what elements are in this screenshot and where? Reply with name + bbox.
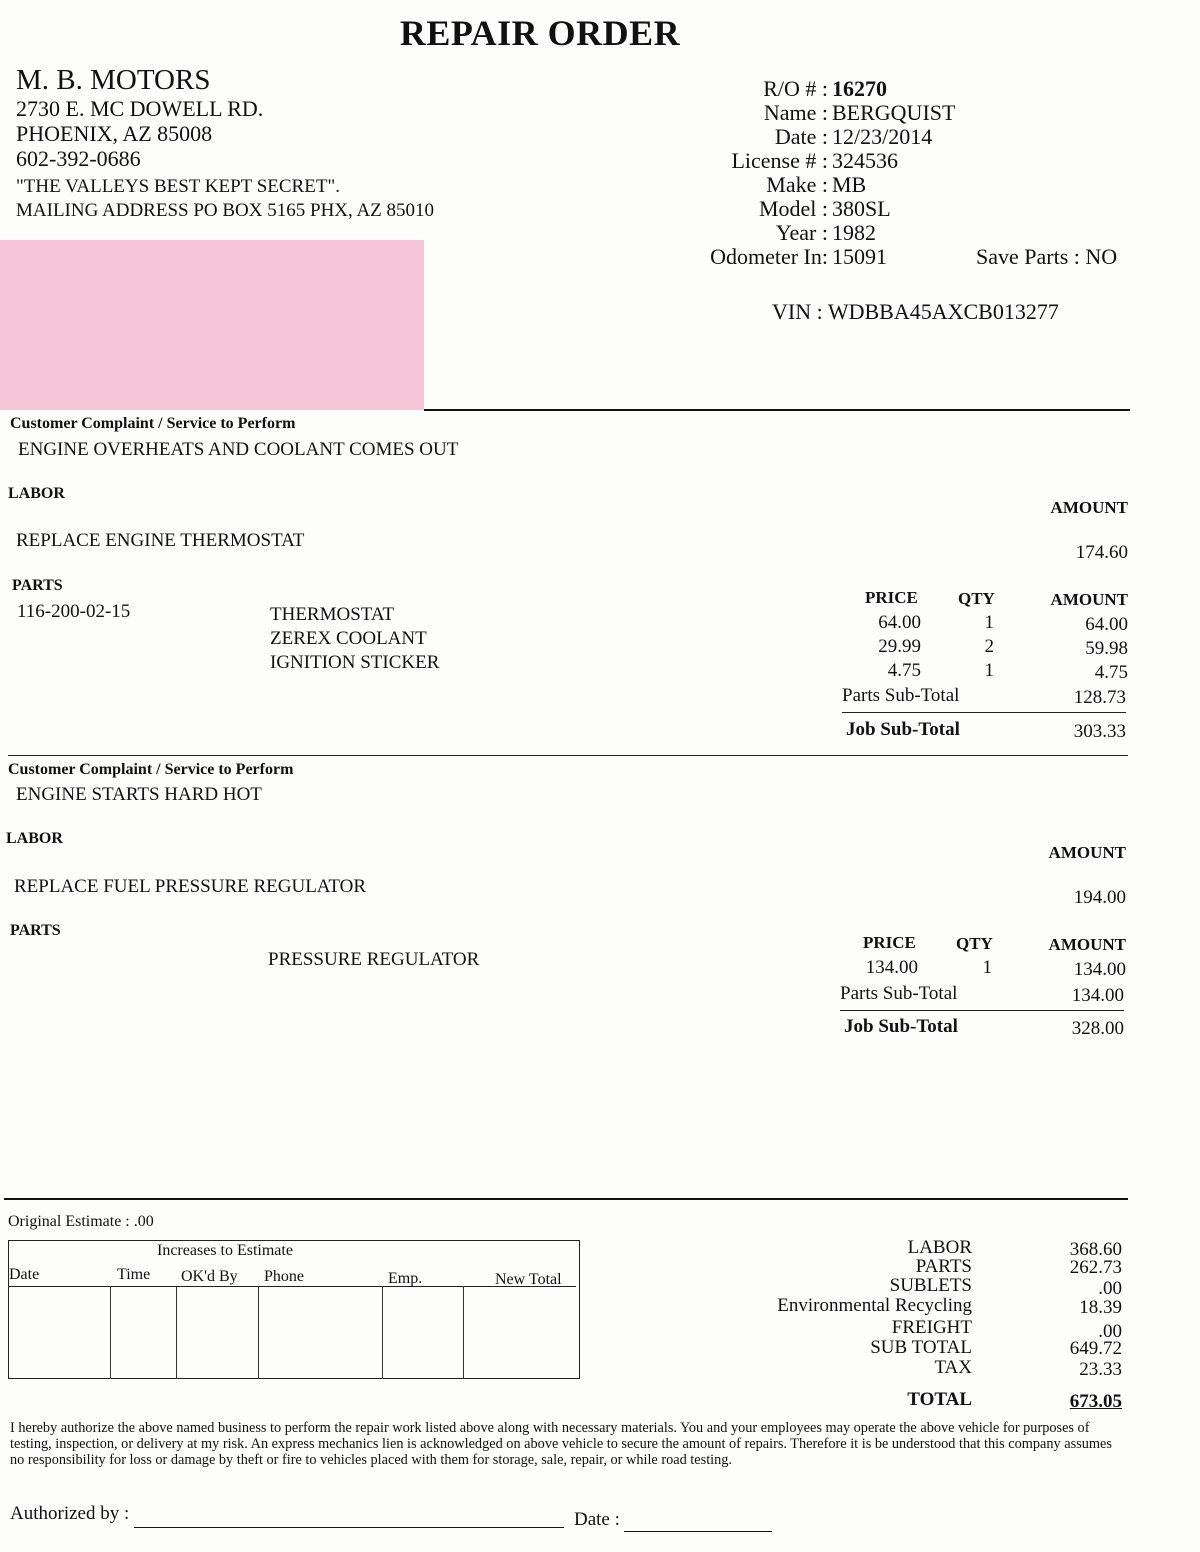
authorized-by-label: Authorized by :	[10, 1503, 130, 1524]
vehicle-year: 1982	[832, 220, 876, 245]
job1-labor-amount-header: AMOUNT	[1050, 498, 1128, 517]
totals-labor: 368.60	[1069, 1239, 1122, 1260]
job1-part-3-amount: 4.75	[1094, 662, 1128, 683]
shop-phone: 602-392-0686	[16, 146, 141, 171]
job2-job-subtotal-label: Job Sub-Total	[844, 1016, 958, 1037]
estimate-col-time: Time	[117, 1266, 151, 1283]
totals-environmental: 18.39	[1079, 1297, 1122, 1318]
shop-name: M. B. MOTORS	[16, 64, 211, 96]
job1-part-1-amount: 64.00	[1085, 614, 1128, 635]
totals-sublets: .00	[1098, 1278, 1122, 1299]
estimate-col-phone: Phone	[264, 1268, 304, 1285]
job1-labor-label: LABOR	[8, 485, 65, 502]
estimate-increases-table	[8, 1240, 580, 1379]
estimate-col-emp: Emp.	[388, 1270, 423, 1287]
customer-name-label: Name :	[763, 100, 828, 125]
divider-job2	[8, 755, 1128, 756]
redacted-customer-address	[0, 240, 424, 410]
job2-complaint: ENGINE STARTS HARD HOT	[16, 784, 262, 805]
estimate-col-divider	[258, 1286, 259, 1379]
totals-subtotal-label: SUB TOTAL	[870, 1337, 972, 1358]
totals-parts-label: PARTS	[915, 1256, 972, 1277]
job2-part-1-qty: 1	[982, 957, 992, 978]
make-label: Make :	[766, 172, 828, 197]
model-label: Model :	[758, 196, 828, 221]
odometer-value: 15091	[832, 244, 887, 269]
job1-labor-description: REPLACE ENGINE THERMOSTAT	[16, 530, 305, 551]
divider-totals	[4, 1198, 1128, 1200]
vin-label: VIN :	[772, 299, 823, 324]
job1-part-2-amount: 59.98	[1085, 638, 1128, 659]
job1-parts-label: PARTS	[12, 577, 63, 594]
job1-part-2-qty: 2	[984, 636, 994, 657]
estimate-col-divider	[110, 1286, 111, 1379]
vehicle-make: MB	[832, 172, 867, 197]
job1-labor-amount: 174.60	[1075, 542, 1128, 563]
totals-tax-label: TAX	[934, 1357, 972, 1378]
job2-parts-label: PARTS	[10, 922, 61, 939]
year-label: Year :	[775, 220, 828, 245]
job2-job-subtotal: 328.00	[1071, 1018, 1124, 1039]
totals-freight-label: FREIGHT	[891, 1317, 972, 1338]
divider-top	[424, 409, 1130, 411]
shop-slogan: "THE VALLEYS BEST KEPT SECRET".	[16, 176, 340, 197]
job2-subtotal-rule	[840, 1010, 1124, 1011]
job2-labor-amount: 194.00	[1073, 887, 1126, 908]
license-number: 324536	[832, 148, 898, 173]
job2-labor-label: LABOR	[6, 830, 63, 847]
job1-parts-subtotal-label: Parts Sub-Total	[842, 685, 960, 706]
job1-part-3-price: 4.75	[887, 660, 921, 681]
original-estimate	[8, 1213, 154, 1231]
totals-environmental-label: Environmental Recycling	[777, 1295, 972, 1316]
odometer-label: Odometer In:	[710, 244, 828, 269]
job2-parts-subtotal-label: Parts Sub-Total	[840, 983, 958, 1004]
totals-sublets-label: SUBLETS	[889, 1275, 972, 1296]
estimate-col-new-total: New Total	[495, 1271, 562, 1288]
job2-price-header: PRICE	[863, 933, 916, 952]
ro-number-label: R/O # :	[763, 76, 828, 101]
job1-price-header: PRICE	[865, 588, 918, 607]
totals-total: 673.05	[1069, 1391, 1122, 1412]
job2-labor-amount-header: AMOUNT	[1048, 843, 1126, 862]
job1-part-1-qty: 1	[984, 612, 994, 633]
job1-parts-amount-header: AMOUNT	[1050, 590, 1128, 609]
estimate-col-divider	[382, 1286, 383, 1379]
totals-total-label: TOTAL	[907, 1389, 972, 1410]
original-estimate-label: Original Estimate :	[8, 1213, 130, 1230]
totals-labor-label: LABOR	[907, 1237, 972, 1258]
vehicle-model: 380SL	[832, 196, 891, 221]
job2-parts-amount-header: AMOUNT	[1048, 935, 1126, 954]
job1-subtotal-rule	[842, 712, 1126, 713]
save-parts-value: NO	[1085, 244, 1118, 269]
shop-mailing-address: MAILING ADDRESS PO BOX 5165 PHX, AZ 85010	[16, 200, 435, 221]
job1-job-subtotal-label: Job Sub-Total	[846, 719, 960, 740]
job1-qty-header: QTY	[958, 589, 995, 608]
job2-parts-subtotal: 134.00	[1071, 985, 1124, 1006]
save-parts-label: Save Parts :	[976, 244, 1080, 269]
shop-address-2: PHOENIX, AZ 85008	[16, 121, 213, 146]
document-title: REPAIR ORDER	[399, 13, 681, 53]
job1-part-1-description: THERMOSTAT	[270, 604, 395, 625]
totals-freight: .00	[1098, 1321, 1122, 1342]
vin	[772, 299, 1059, 325]
job1-part-2-price: 29.99	[878, 636, 921, 657]
original-estimate-value: .00	[133, 1213, 154, 1230]
estimate-col-okd-by: OK'd By	[181, 1268, 238, 1285]
job1-part-3-description: IGNITION STICKER	[270, 652, 440, 673]
estimate-col-divider	[463, 1286, 464, 1379]
shop-address-1: 2730 E. MC DOWELL RD.	[16, 96, 264, 121]
job1-part-number: 116-200-02-15	[17, 601, 131, 622]
job1-complaint: ENGINE OVERHEATS AND COOLANT COMES OUT	[18, 439, 459, 460]
estimate-header-rule	[8, 1286, 576, 1287]
job2-complaint-label: Customer Complaint / Service to Perform	[8, 761, 294, 778]
signature-date-line[interactable]	[624, 1531, 772, 1532]
job1-parts-subtotal: 128.73	[1073, 687, 1126, 708]
estimate-col-divider	[176, 1286, 177, 1379]
estimate-increases-title: Increases to Estimate	[157, 1242, 293, 1259]
authorized-signature-line[interactable]	[134, 1527, 564, 1528]
job2-part-1-price: 134.00	[865, 957, 918, 978]
totals-parts: 262.73	[1069, 1257, 1122, 1278]
save-parts	[976, 244, 1117, 270]
estimate-col-date: Date	[9, 1266, 40, 1283]
authorization-terms: I hereby authorize the above named business to perform the repair work listed above along with necessary materials. You and your employees may operate the above vehicle for purposes of testing, inspection, or delivery at my risk. An express mechanics lien is acknowledged on above vehicle to secure the amount of repairs. Therefore it is be understood that this company assumes no responsibility for loss or damage by theft or fire to vehicles placed with them for storage, sale, repair, or while road testing.	[10, 1420, 1112, 1468]
totals-tax: 23.33	[1079, 1359, 1122, 1380]
job1-job-subtotal: 303.33	[1073, 721, 1126, 742]
job2-part-1-description: PRESSURE REGULATOR	[268, 949, 480, 970]
job1-part-3-qty: 1	[984, 660, 994, 681]
signature-date-label: Date :	[574, 1509, 620, 1530]
customer-name: BERGQUIST	[832, 100, 956, 125]
job2-part-1-amount: 134.00	[1073, 959, 1126, 980]
totals-subtotal: 649.72	[1069, 1338, 1122, 1359]
order-date: 12/23/2014	[832, 124, 933, 149]
job1-part-2-description: ZEREX COOLANT	[270, 628, 427, 649]
job2-qty-header: QTY	[956, 934, 993, 953]
order-date-label: Date :	[774, 124, 828, 149]
license-label: License # :	[731, 148, 828, 173]
ro-number: 16270	[832, 76, 887, 101]
job2-labor-description: REPLACE FUEL PRESSURE REGULATOR	[14, 876, 367, 897]
job1-part-1-price: 64.00	[878, 612, 921, 633]
job1-complaint-label: Customer Complaint / Service to Perform	[10, 415, 296, 432]
vin-value: WDBBA45AXCB013277	[827, 299, 1059, 324]
